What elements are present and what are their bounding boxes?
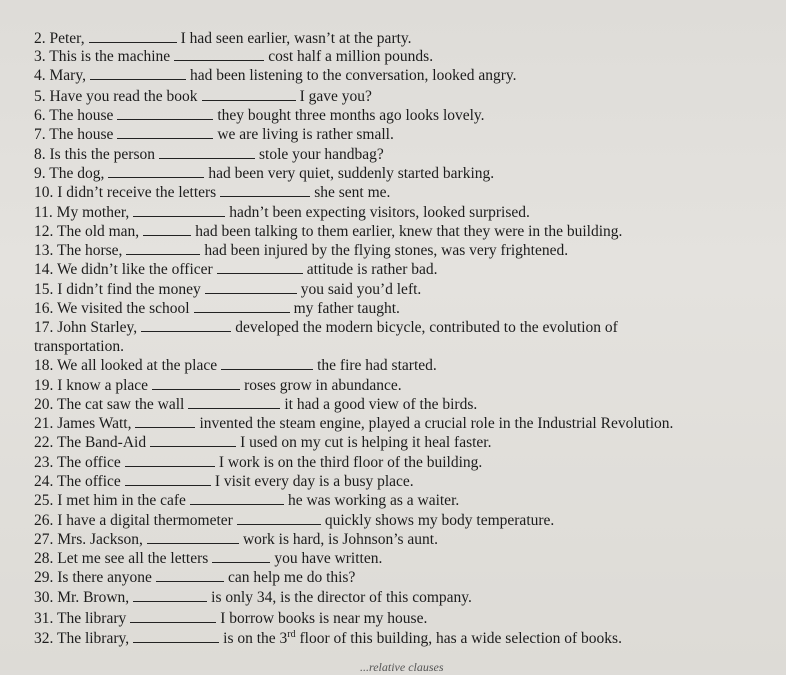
sentence-start: 26. I have a digital thermometer (34, 512, 233, 529)
sentence-start: 9. The dog, (34, 165, 105, 182)
exercise-line (34, 396, 477, 414)
sentence-end: roses grow in abundance. (244, 377, 402, 394)
answer-blank[interactable] (152, 377, 240, 390)
sentence-end: he was working as a waiter. (287, 492, 460, 509)
sentence-end: can help me do this? (227, 569, 356, 586)
exercise-line (34, 107, 485, 125)
sentence-start: 19. I know a place (34, 377, 149, 394)
exercise-line (34, 415, 673, 433)
sentence-start: 28. Let me see all the letters (34, 550, 209, 567)
sentence-start: 21. James Watt, (34, 415, 132, 432)
answer-blank[interactable] (159, 146, 255, 159)
exercise-line (34, 223, 622, 241)
sentence-end-part: is on the 3 (223, 630, 288, 647)
sentence-end: had been injured by the flying stones, was very frightened. (204, 242, 569, 259)
answer-blank[interactable] (156, 569, 224, 582)
answer-blank[interactable] (125, 473, 211, 486)
exercise-line (34, 30, 412, 48)
sentence-end: I used on my cut is helping it heal faster. (240, 434, 492, 451)
answer-blank[interactable] (90, 67, 186, 80)
sentence-start: 29. Is there anyone (34, 569, 152, 586)
answer-blank[interactable] (217, 261, 303, 274)
sentence-start: 13. The horse, (34, 242, 123, 259)
sentence-start: 12. The old man, (34, 223, 140, 240)
sentence-start: 16. We visited the school (34, 300, 190, 317)
exercise-line (34, 630, 622, 648)
sentence-end: work is hard, is Johnson’s aunt. (242, 531, 438, 548)
sentence-start: 11. My mother, (34, 204, 130, 221)
sentence-end: she sent me. (314, 184, 391, 201)
sentence-end: attitude is rather bad. (306, 261, 438, 278)
answer-blank[interactable] (190, 492, 284, 505)
exercise-line (34, 454, 482, 472)
exercise-line (34, 512, 554, 530)
answer-blank[interactable] (221, 357, 313, 370)
answer-blank[interactable] (174, 48, 264, 61)
sentence-start: 10. I didn’t receive the letters (34, 184, 217, 201)
exercise-line (34, 589, 472, 607)
sentence-end: stole your handbag? (258, 146, 384, 163)
exercise-line (34, 88, 372, 106)
sentence-end: invented the steam engine, played a crucial role in the Industrial Revolution. (199, 415, 674, 432)
sentence-end (223, 630, 622, 648)
sentence-end-part: floor of this building, has a wide selection of books. (295, 630, 622, 647)
answer-blank[interactable] (202, 88, 296, 101)
answer-blank[interactable] (150, 434, 236, 447)
sentence-start: 31. The library (34, 610, 127, 627)
exercise-line (34, 184, 390, 202)
sentence-end: had been talking to them earlier, knew that they were in the building. (195, 223, 623, 240)
answer-blank[interactable] (188, 396, 280, 409)
sentence-start: 5. Have you read the book (34, 88, 198, 105)
sentence-end: I visit every day is a busy place. (214, 473, 414, 490)
exercise-line (34, 531, 438, 549)
exercise-line (34, 610, 427, 628)
sentence-end: they bought three months ago looks lovely. (217, 107, 485, 124)
sentence-start: 25. I met him in the cafe (34, 492, 186, 509)
sentence-start: 14. We didn’t like the officer (34, 261, 213, 278)
answer-blank[interactable] (133, 204, 225, 217)
exercise-line (34, 242, 568, 260)
sentence-end: cost half a million pounds. (268, 48, 434, 65)
answer-blank[interactable] (89, 30, 177, 43)
answer-blank[interactable] (117, 126, 213, 139)
sentence-end: you said you’d left. (300, 281, 422, 298)
exercise-line (34, 473, 414, 491)
sentence-end: I gave you? (299, 88, 372, 105)
sentence-end: my father taught. (293, 300, 400, 317)
sentence-start: 22. The Band-Aid (34, 434, 147, 451)
sentence-end: quickly shows my body temperature. (324, 512, 555, 529)
sentence-end: I work is on the third floor of the building. (218, 454, 483, 471)
sentence-start: 8. Is this the person (34, 146, 155, 163)
sentence-end: the fire had started. (317, 357, 437, 374)
answer-blank[interactable] (141, 319, 231, 332)
answer-blank[interactable] (117, 107, 213, 120)
sentence-end: hadn’t been expecting visitors, looked surprised. (229, 204, 530, 221)
answer-blank[interactable] (220, 184, 310, 197)
answer-blank[interactable] (108, 165, 204, 178)
sentence-start: 7. The house (34, 126, 114, 143)
exercise-line (34, 550, 382, 568)
answer-blank[interactable] (126, 242, 200, 255)
answer-blank[interactable] (205, 281, 297, 294)
sentence-start: 20. The cat saw the wall (34, 396, 185, 413)
answer-blank[interactable] (135, 415, 195, 428)
sentence-end: had been very quiet, suddenly started barking. (208, 165, 495, 182)
sentence-start: 23. The office (34, 454, 121, 471)
exercise-line (34, 48, 433, 66)
answer-blank[interactable] (130, 610, 216, 623)
sentence-end: I had seen earlier, wasn’t at the party. (180, 30, 412, 47)
exercise-line (34, 146, 384, 164)
exercise-line (34, 300, 400, 318)
exercise-line (34, 204, 530, 222)
exercise-line (34, 377, 402, 395)
sentence-start: 24. The office (34, 473, 121, 490)
sentence-start: 4. Mary, (34, 67, 86, 84)
ordinal-suffix: rd (287, 628, 296, 640)
answer-blank[interactable] (212, 550, 270, 563)
answer-blank[interactable] (125, 454, 215, 467)
exercise-line (34, 338, 124, 356)
sentence-start: 17. John Starley, (34, 319, 138, 336)
answer-blank[interactable] (147, 531, 239, 544)
sentence-start: 27. Mrs. Jackson, (34, 531, 143, 548)
sentence-end: had been listening to the conversation, looked angry. (189, 67, 517, 84)
exercise-line (34, 569, 355, 587)
sentence-end: it had a good view of the birds. (284, 396, 478, 413)
exercise-line (34, 357, 437, 375)
sentence-end: I borrow books is near my house. (220, 610, 428, 627)
sentence-start: 3. This is the machine (34, 48, 171, 65)
sentence-start: 2. Peter, (34, 30, 85, 47)
sentence-start: 6. The house (34, 107, 114, 124)
cut-off-footer-text: ...relative clauses (360, 660, 444, 674)
sentence-start: 18. We all looked at the place (34, 357, 218, 374)
answer-blank[interactable] (133, 630, 219, 643)
sentence-end: developed the modern bicycle, contributed to the evolution of (235, 319, 618, 336)
exercise-line (34, 434, 491, 452)
answer-blank[interactable] (133, 589, 207, 602)
answer-blank[interactable] (237, 512, 321, 525)
sentence-start: 30. Mr. Brown, (34, 589, 130, 606)
sentence-start: transportation. (34, 338, 124, 355)
exercise-line (34, 126, 394, 144)
exercise-line (34, 67, 517, 85)
sentence-end: we are living is rather small. (217, 126, 394, 143)
sentence-end: is only 34, is the director of this company. (211, 589, 472, 606)
exercise-line (34, 492, 459, 510)
answer-blank[interactable] (194, 300, 290, 313)
answer-blank[interactable] (143, 223, 191, 236)
exercise-line (34, 165, 494, 183)
sentence-end: you have written. (274, 550, 383, 567)
sentence-start: 32. The library, (34, 630, 130, 647)
exercise-line (34, 261, 438, 279)
exercise-line (34, 281, 421, 299)
sentence-start: 15. I didn’t find the money (34, 281, 201, 298)
exercise-line (34, 319, 618, 337)
